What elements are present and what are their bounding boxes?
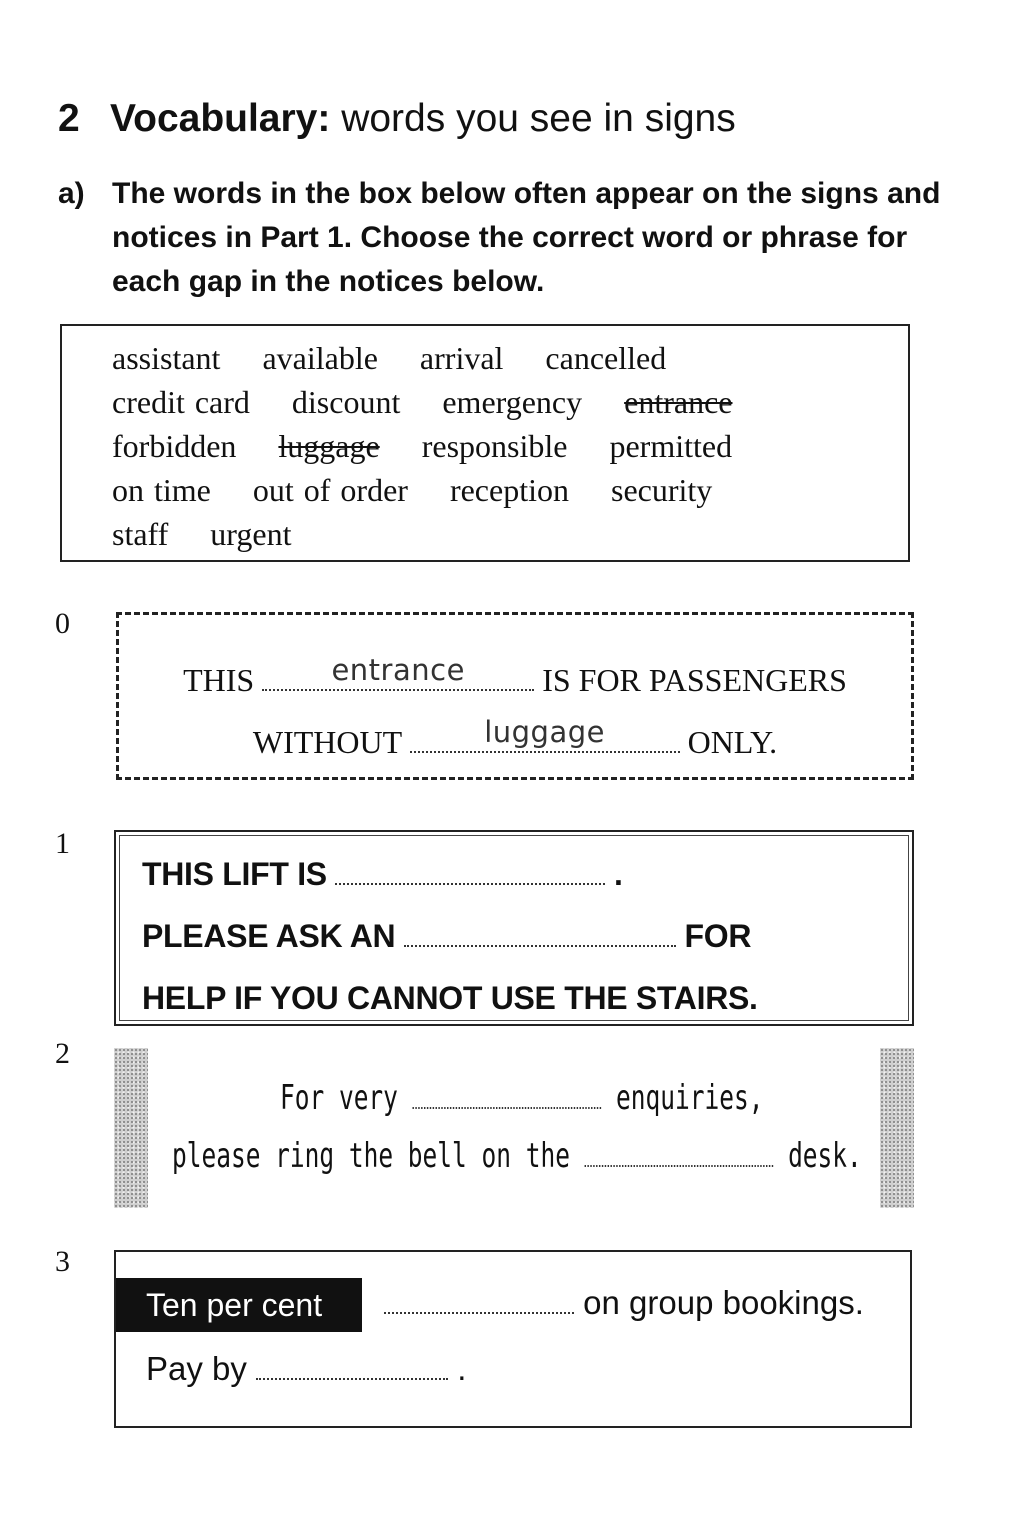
notice-3-line-2 <box>146 1350 466 1388</box>
notice-text: WITHOUT <box>252 724 402 760</box>
word-box-item: out of order <box>252 472 408 508</box>
notice-text: ONLY. <box>687 724 778 760</box>
notice-1-frame <box>119 835 909 1021</box>
word-box-item: responsible <box>421 428 568 464</box>
answer-gap[interactable] <box>413 1081 602 1109</box>
word-box-item: on time <box>112 472 211 508</box>
answer-gap <box>410 715 680 753</box>
notice-text: IS FOR PASSENGERS <box>542 662 847 698</box>
word-box-item: assistant <box>112 340 221 376</box>
word-box-item: emergency <box>442 384 583 420</box>
notice-text: THIS <box>183 662 255 698</box>
left-texture-border <box>114 1048 148 1208</box>
discount-badge: Ten per cent <box>116 1278 362 1332</box>
word-box-item-crossed-out: entrance <box>624 384 733 420</box>
word-row <box>112 512 333 556</box>
notice-text: THIS LIFT IS <box>142 856 327 892</box>
notice-1-line-3: HELP IF YOU CANNOT USE THE STAIRS. <box>142 980 758 1016</box>
notice-text: please ring the bell on the <box>172 1136 570 1176</box>
item-number-0: 0 <box>55 607 70 640</box>
word-row <box>112 380 774 424</box>
word-box-item: reception <box>449 472 569 508</box>
word-box-item: urgent <box>210 516 292 552</box>
notice-1 <box>114 830 914 1026</box>
notice-0 <box>116 612 914 780</box>
item-number-3: 3 <box>55 1245 70 1278</box>
notice-0-line-2 <box>119 715 911 761</box>
section-title-bold: Vocabulary: <box>110 97 331 140</box>
word-box-item: forbidden <box>112 428 237 464</box>
word-row <box>112 468 754 512</box>
notice-2-line-1 <box>280 1078 763 1118</box>
answer-gap[interactable] <box>384 1286 574 1314</box>
item-number-2: 2 <box>55 1037 70 1070</box>
notice-text: desk. <box>788 1136 862 1176</box>
right-texture-border <box>880 1048 914 1208</box>
instruction-text: The words in the box below often appear on the signs and notices in Part 1. Choose the correct word or phrase for each gap in the notices below. <box>112 177 941 298</box>
notice-2 <box>114 1046 914 1210</box>
word-box <box>60 324 910 562</box>
answer-gap[interactable] <box>335 857 605 885</box>
word-box-item: staff <box>112 516 169 552</box>
section-heading <box>58 92 736 146</box>
handwritten-answer: entrance <box>331 653 465 687</box>
notice-text: Pay by <box>146 1350 247 1387</box>
notice-1-line-2 <box>142 918 751 955</box>
notice-text: For very <box>280 1078 398 1118</box>
answer-gap[interactable] <box>585 1139 774 1167</box>
notice-3-line-1 <box>384 1284 864 1322</box>
word-box-item: permitted <box>609 428 733 464</box>
notice-text: . <box>614 856 623 892</box>
notice-2-line-2 <box>172 1136 862 1176</box>
notice-text: on group bookings. <box>583 1284 864 1321</box>
word-box-item: discount <box>291 384 401 420</box>
word-box-item: arrival <box>419 340 504 376</box>
word-row <box>112 424 774 468</box>
notice-3 <box>114 1250 912 1428</box>
notice-text: . <box>457 1350 467 1387</box>
word-box-item: available <box>262 340 378 376</box>
instruction-letter: a) <box>58 177 85 210</box>
section-number: 2 <box>58 97 80 140</box>
handwritten-answer: luggage <box>484 715 605 749</box>
word-row <box>112 336 708 380</box>
answer-gap[interactable] <box>256 1352 448 1380</box>
answer-gap[interactable] <box>404 919 676 947</box>
notice-text: enquiries, <box>616 1078 764 1118</box>
item-number-1: 1 <box>55 827 70 860</box>
notice-0-line-1 <box>119 653 911 699</box>
answer-gap <box>262 653 534 691</box>
section-title-rest: words you see in signs <box>341 97 736 140</box>
word-box-item: credit card <box>112 384 250 420</box>
notice-text: PLEASE ASK AN <box>142 918 396 954</box>
word-box-item-crossed-out: luggage <box>278 428 380 464</box>
notice-1-line-1 <box>142 856 623 893</box>
notice-text: FOR <box>684 918 752 954</box>
word-box-item: cancelled <box>545 340 667 376</box>
word-box-item: security <box>610 472 713 508</box>
